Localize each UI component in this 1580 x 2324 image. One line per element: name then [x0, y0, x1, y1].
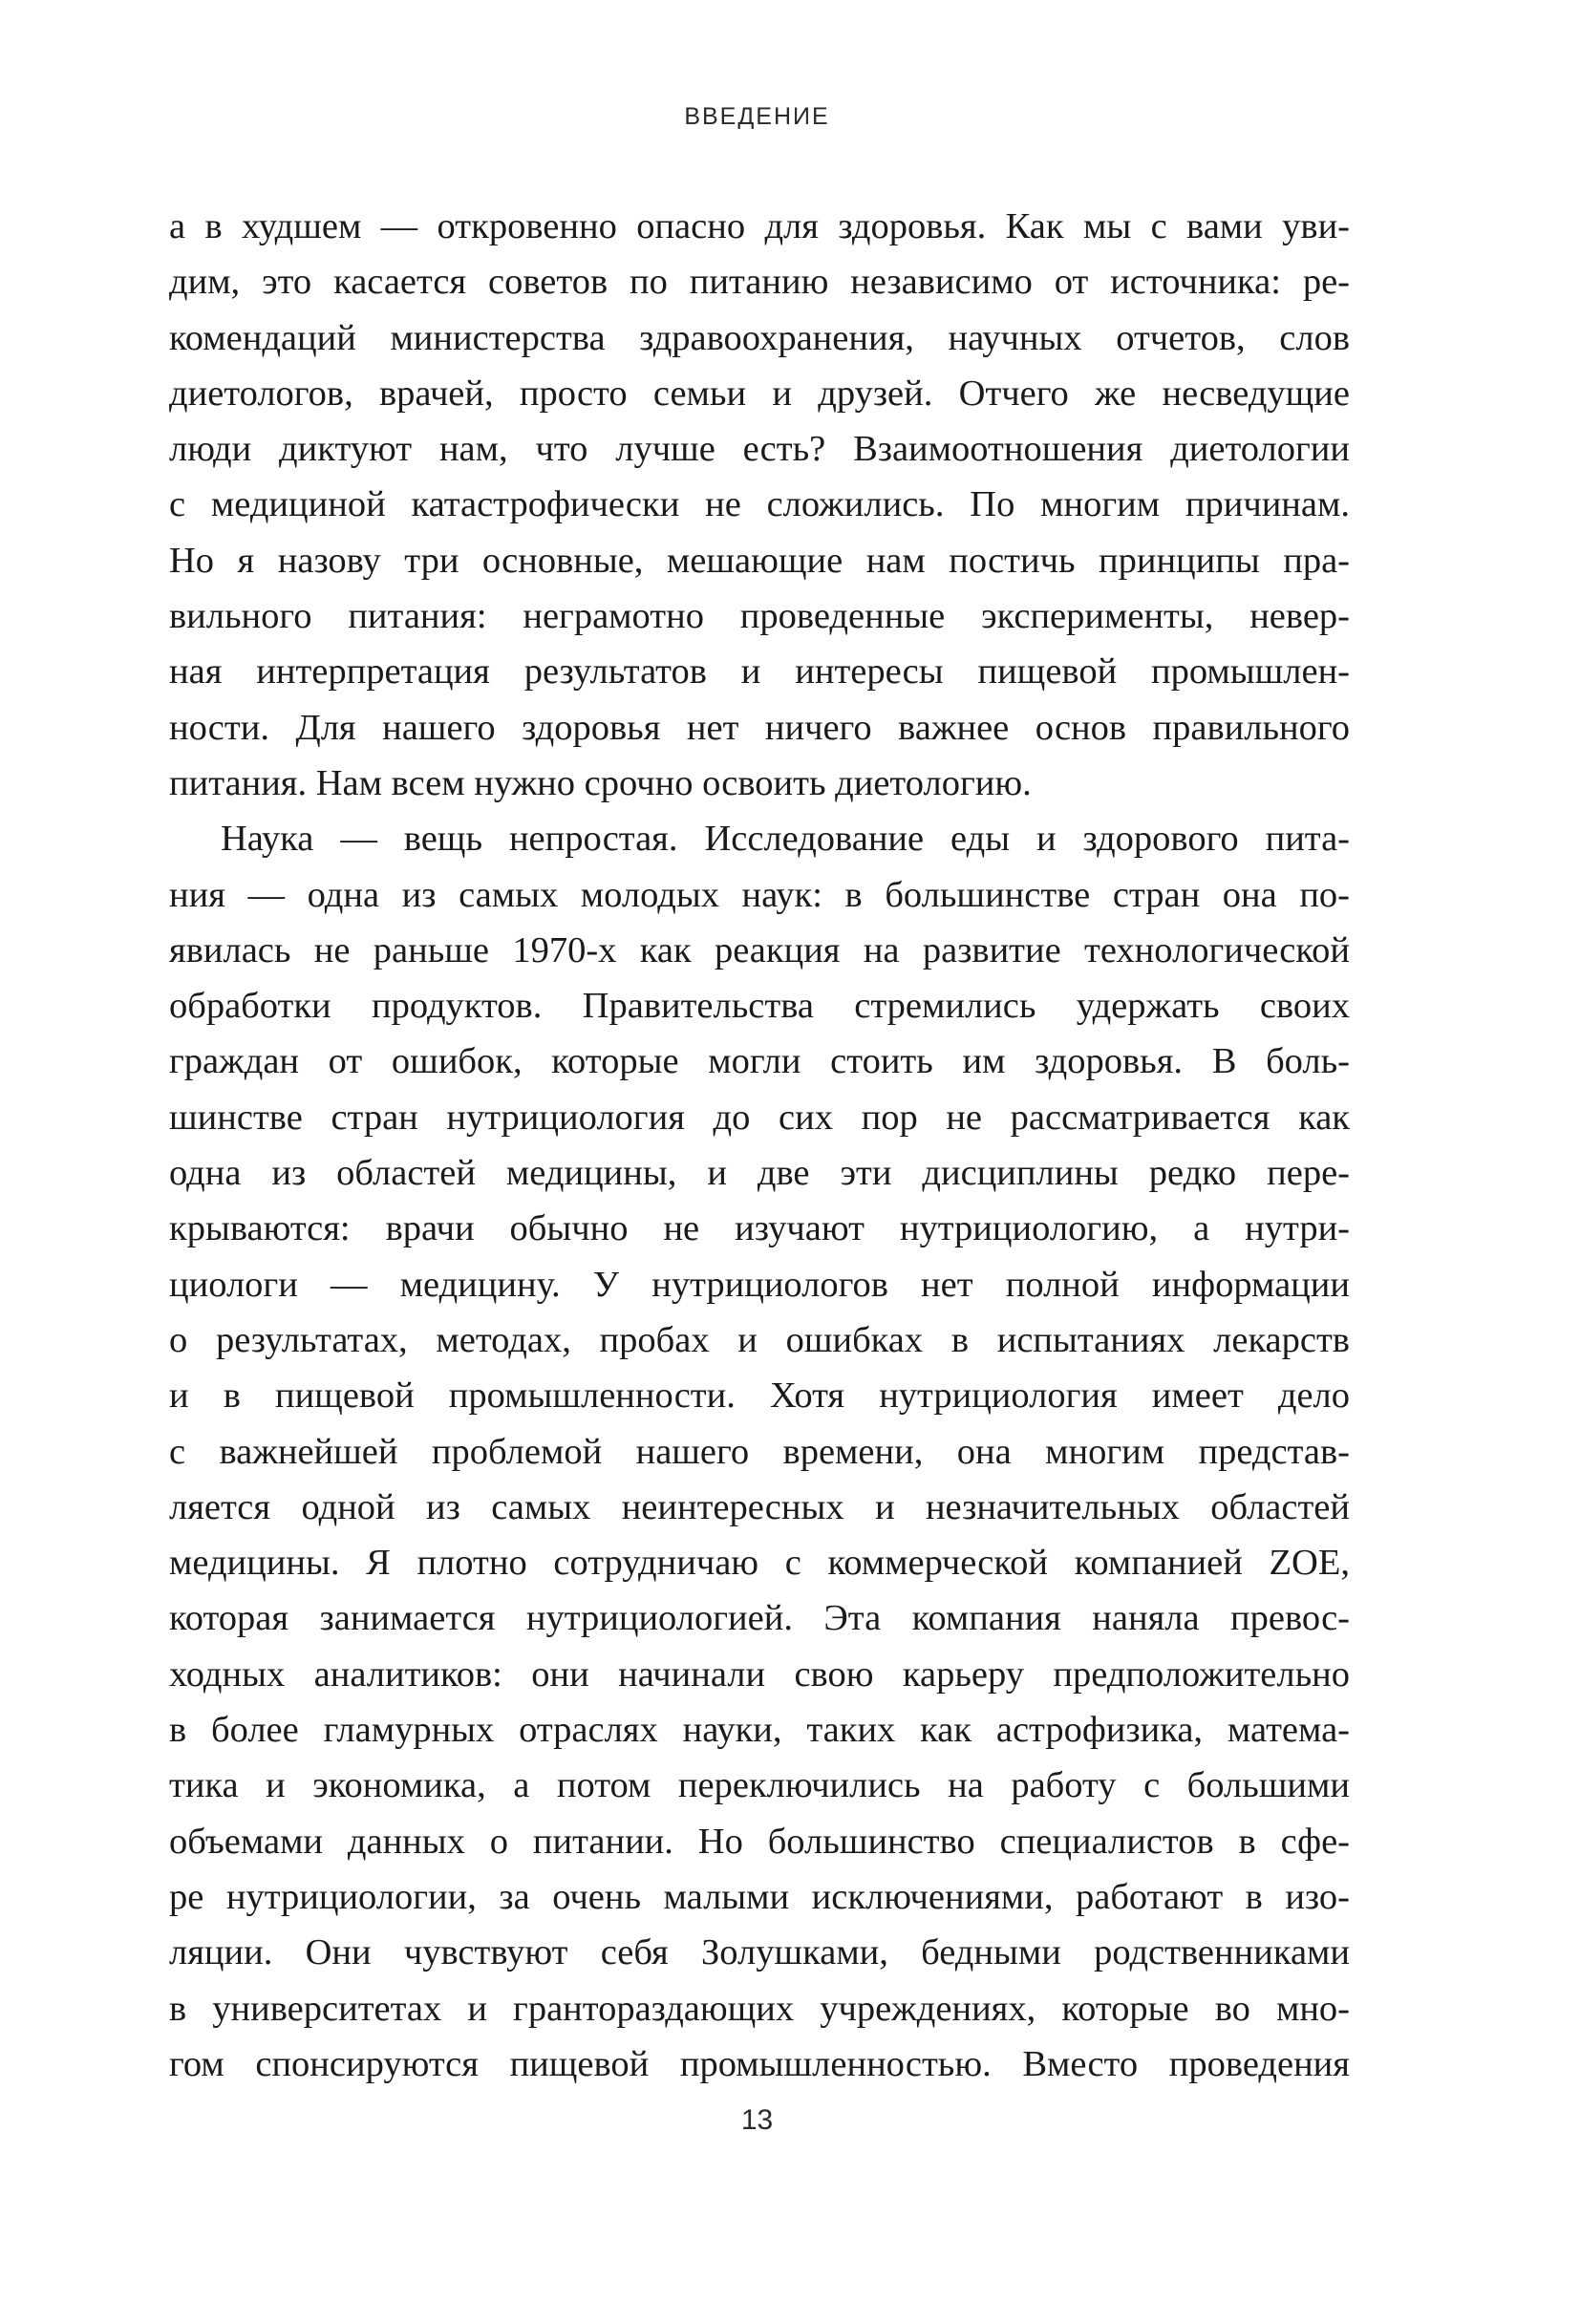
text-line: вильного питания: неграмотно проведенные эксперименты, невер-: [169, 596, 1350, 637]
text-line: ния — одна из самых молодых наук: в большинстве стран она по-: [169, 874, 1350, 915]
text-line: гом спонсируются пищевой промышленностью. Вместо проведения: [169, 2043, 1350, 2084]
paragraph-science: [169, 811, 1350, 2092]
text-line: циологи — медицину. У нутрициологов нет полной информации: [169, 1264, 1350, 1305]
text-line: ляции. Они чувствуют себя Золушками, бедными родственниками: [169, 1932, 1350, 1973]
text-line: объемами данных о питании. Но большинство специалистов в сфе-: [169, 1821, 1350, 1862]
paragraph-continued: [169, 199, 1350, 811]
text-line: ляется одной из самых неинтересных и незначительных областей: [169, 1486, 1350, 1527]
text-line: ности. Для нашего здоровья нет ничего важнее основ правильного: [169, 707, 1350, 748]
text-line: в университетах и грантораздающих учреждениях, которые во мно-: [169, 1988, 1350, 2029]
text-line: медицины. Я плотно сотрудничаю с коммерческой компанией ZOE,: [169, 1543, 1350, 1584]
text-line: дим, это касается советов по питанию независимо от источника: ре-: [169, 262, 1350, 303]
text-line: а в худшем — откровенно опасно для здоровья. Как мы с вами уви-: [169, 206, 1350, 246]
text-line: Но я назову три основные, мешающие нам постичь принципы пра-: [169, 540, 1350, 581]
text-line: с медициной катастрофически не сложились. По многим причинам.: [169, 484, 1350, 525]
text-line: одна из областей медицины, и две эти дисциплины редко пере-: [169, 1153, 1350, 1194]
text-line: ная интерпретация результатов и интересы пищевой промышлен-: [169, 651, 1350, 693]
text-line: и в пищевой промышленности. Хотя нутрициология имеет дело: [169, 1375, 1350, 1417]
text-line: с важнейшей проблемой нашего времени, она многим представ-: [169, 1431, 1350, 1472]
text-line: диетологов, врачей, просто семьи и друзей. Отчего же несведущие: [169, 373, 1350, 414]
body-text: [169, 199, 1350, 2092]
text-line: граждан от ошибок, которые могли стоить им здоровья. В боль-: [169, 1041, 1350, 1082]
text-line: о результатах, методах, пробах и ошибках в испытаниях лекарств: [169, 1319, 1350, 1360]
text-line: питания. Нам всем нужно срочно освоить диетологию.: [169, 762, 1032, 803]
text-line: шинстве стран нутрициология до сих пор не рассматривается как: [169, 1097, 1350, 1138]
text-line: тика и экономика, а потом переключились на работу с большими: [169, 1765, 1350, 1806]
text-line: крываются: врачи обычно не изучают нутрициологию, а нутри-: [169, 1208, 1350, 1249]
text-line: ходных аналитиков: они начинали свою карьеру предположительно: [169, 1653, 1350, 1695]
text-line: Наука — вещь непростая. Исследование еды и здорового пита-: [221, 819, 1350, 860]
page-number: 13: [740, 2104, 774, 2136]
text-line: в более гламурных отраслях науки, таких как астрофизика, матема-: [169, 1710, 1350, 1751]
text-line: комендаций министерства здравоохранения, научных отчетов, слов: [169, 317, 1350, 358]
text-line: явилась не раньше 1970-х как реакция на развитие технологической: [169, 929, 1350, 970]
text-line: которая занимается нутрициологией. Эта компания наняла превос-: [169, 1598, 1350, 1639]
text-line: обработки продуктов. Правительства стремились удержать своих: [169, 986, 1350, 1027]
text-line: люди диктуют нам, что лучше есть? Взаимоотношения диетологии: [169, 429, 1350, 470]
text-line: ре нутрициологии, за очень малыми исключениями, работают в изо-: [169, 1876, 1350, 1917]
running-head: ВВЕДЕНИЕ: [684, 103, 830, 130]
